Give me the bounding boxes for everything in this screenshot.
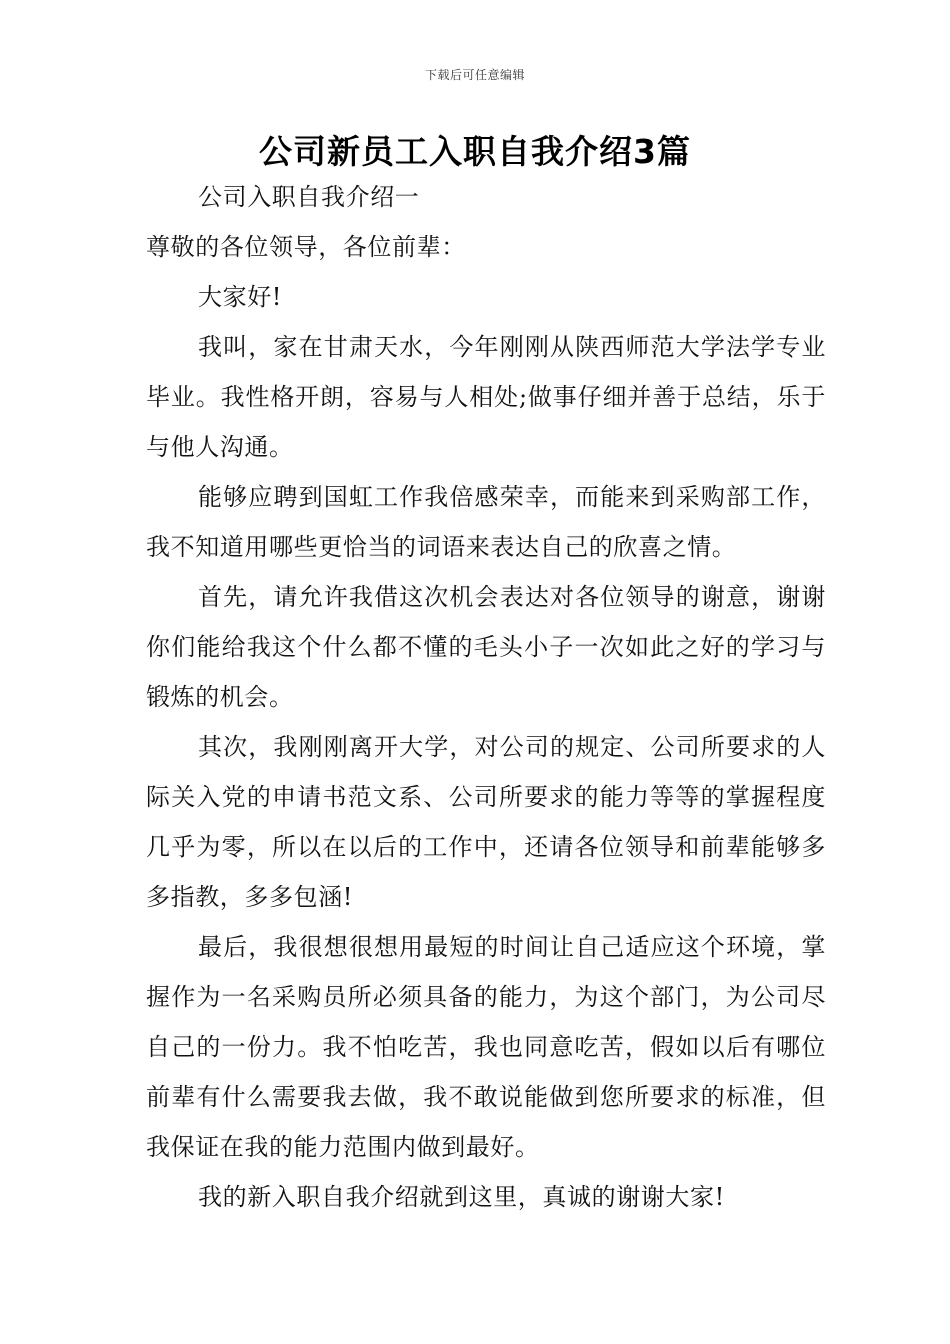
section-heading: 公司入职自我介绍一	[198, 183, 420, 211]
document-body	[146, 172, 826, 1222]
document-title: 公司新员工入职自我介绍3篇	[259, 132, 691, 171]
salutation: 尊敬的各位领导，各位前辈：	[146, 233, 466, 261]
paragraph: 最后，我很想很想用最短的时间让自己适应这个环境，掌握作为一名采购员所必须具备的能力，为这个部门，为公司尽自己的一份力。我不怕吃苦，我也同意吃苦，假如以后有哪位前辈有什么需要我去做，我不敢说能做到您所要求的标准，但我保证在我的能力范围内做到最好。	[146, 933, 826, 1161]
paragraph: 我叫，家在甘肃天水，今年刚刚从陕西师范大学法学专业毕业。我性格开朗，容易与人相处;做事仔细并善于总结，乐于与他人沟通。	[146, 333, 826, 461]
header-note: 下载后可任意编辑	[424, 68, 525, 82]
closing: 我的新入职自我介绍就到这里，真诚的谢谢大家!	[198, 1183, 725, 1211]
paragraph: 能够应聘到国虹工作我倍感荣幸，而能来到采购部工作，我不知道用哪些更恰当的词语来表达自己的欣喜之情。	[146, 483, 826, 561]
paragraph: 首先，请允许我借这次机会表达对各位领导的谢意，谢谢你们能给我这个什么都不懂的毛头小子一次如此之好的学习与锻炼的机会。	[146, 583, 826, 711]
greeting: 大家好!	[198, 283, 283, 311]
paragraph: 其次，我刚刚离开大学，对公司的规定、公司所要求的人际关入党的申请书范文系、公司所要求的能力等等的掌握程度几乎为零，所以在以后的工作中，还请各位领导和前辈能够多多指教，多多包涵!	[146, 733, 826, 911]
